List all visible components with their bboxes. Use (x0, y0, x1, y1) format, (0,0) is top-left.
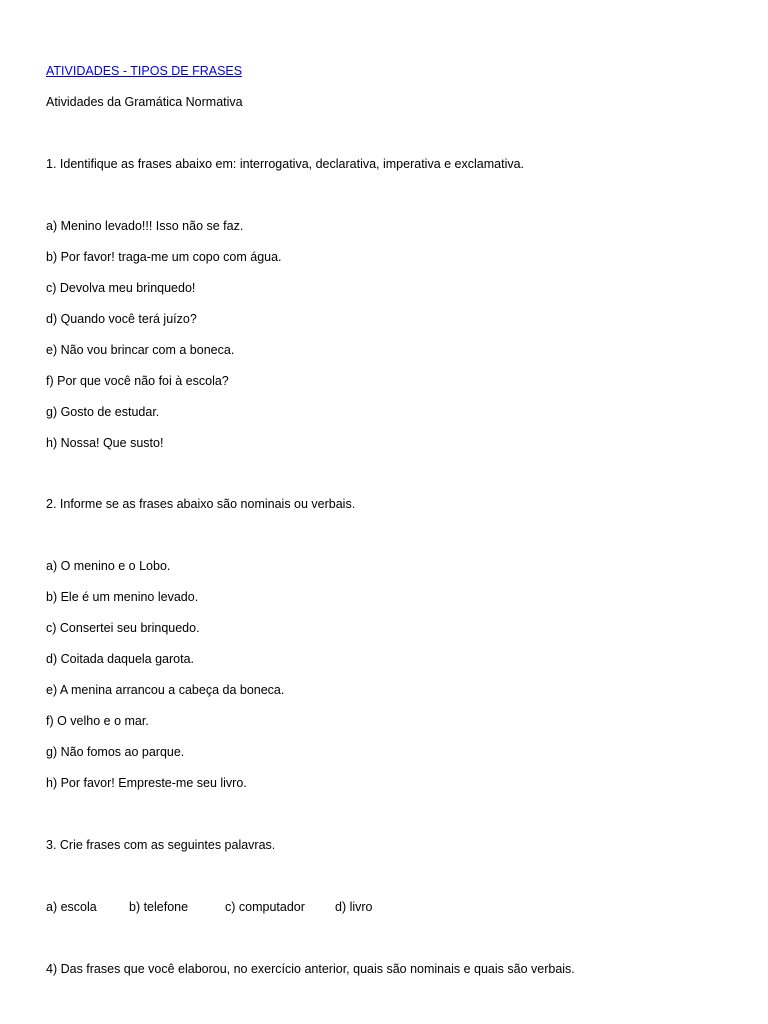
question-1-item: h) Nossa! Que susto! (46, 436, 164, 450)
question-4-prompt: 4) Das frases que você elaborou, no exercício anterior, quais são nominais e quais são verbais. (46, 962, 575, 976)
question-1-item: a) Menino levado!!! Isso não se faz. (46, 219, 244, 233)
question-1-item: c) Devolva meu brinquedo! (46, 281, 196, 295)
question-3-option: a) escola (46, 900, 97, 914)
question-1-item: e) Não vou brincar com a boneca. (46, 343, 235, 357)
question-2-item: d) Coitada daquela garota. (46, 652, 195, 666)
question-3-option: d) livro (335, 900, 373, 914)
question-1-item: b) Por favor! traga-me um copo com água. (46, 250, 282, 264)
question-2-item: g) Não fomos ao parque. (46, 745, 185, 759)
question-1-prompt: 1. Identifique as frases abaixo em: interrogativa, declarativa, imperativa e exclamativa. (46, 157, 525, 171)
question-3-options (46, 899, 373, 915)
question-3-option: b) telefone (129, 900, 189, 914)
question-1-item: g) Gosto de estudar. (46, 405, 160, 419)
question-2-item: h) Por favor! Empreste-me seu livro. (46, 776, 247, 790)
question-2-prompt: 2. Informe se as frases abaixo são nominais ou verbais. (46, 497, 356, 511)
question-2-item: f) O velho e o mar. (46, 714, 149, 728)
question-2-item: e) A menina arrancou a cabeça da boneca. (46, 683, 285, 697)
question-1-item: f) Por que você não foi à escola? (46, 374, 229, 388)
title-link[interactable]: ATIVIDADES - TIPOS DE FRASES (46, 64, 243, 78)
question-3-prompt: 3. Crie frases com as seguintes palavras. (46, 838, 276, 852)
question-2-item: b) Ele é um menino levado. (46, 590, 199, 604)
question-2-item: a) O menino e o Lobo. (46, 559, 171, 573)
page-subtitle: Atividades da Gramática Normativa (46, 95, 243, 109)
question-3-option: c) computador (225, 900, 305, 914)
question-1-item: d) Quando você terá juízo? (46, 312, 197, 326)
question-2-item: c) Consertei seu brinquedo. (46, 621, 200, 635)
